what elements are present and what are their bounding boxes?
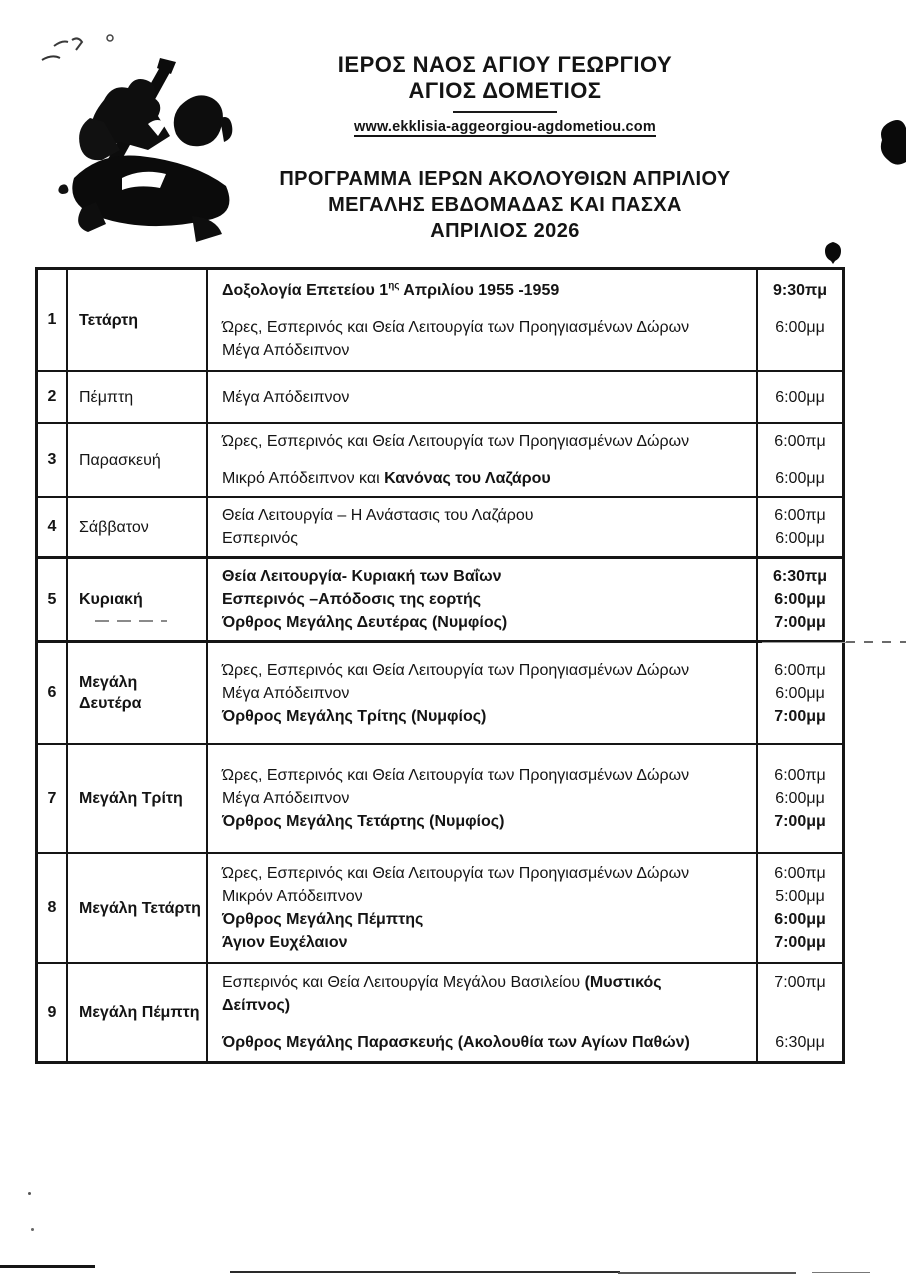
service-line: Άγιον Ευχέλαιον	[222, 934, 348, 951]
row-number-cell	[38, 424, 68, 496]
service-time: 6:00μμ	[775, 470, 825, 487]
church-name-line1: ΙΕΡΟΣ ΝΑΟΣ ΑΓΙΟΥ ΓΕΩΡΓΙΟΥ	[337, 52, 673, 77]
row-services-cell	[208, 424, 758, 496]
service-line: Όρθρος Μεγάλης Πέμπτης	[222, 911, 424, 928]
row-day-cell	[68, 372, 208, 422]
row-day: Τετάρτη	[79, 311, 139, 329]
service-time: 6:30μμ	[775, 1034, 825, 1051]
row-day: Μεγάλη Τετάρτη	[79, 899, 201, 917]
row-times-cell	[758, 498, 842, 556]
row-number-cell	[38, 745, 68, 852]
service-line: Εσπερινός	[222, 530, 298, 547]
service-time: 6:00μμ	[775, 318, 825, 336]
program-title	[120, 166, 890, 244]
table-row	[38, 962, 842, 1061]
row-number: 1	[47, 311, 57, 328]
row-services-cell	[208, 559, 758, 640]
row-services-cell	[208, 964, 758, 1061]
scan-speck	[31, 1228, 34, 1231]
row-times-cell	[758, 372, 842, 422]
row-day: Μεγάλη Πέμπτη	[79, 1004, 200, 1021]
row-day-cell	[68, 854, 208, 962]
row-day: Κυριακή	[79, 591, 143, 608]
table-row	[38, 743, 842, 852]
service-line: Μικρό Απόδειπνον και Κανόνας του Λαζάρου	[222, 470, 551, 487]
row-day: Μεγάλη Δευτέρα	[79, 674, 142, 712]
table-row	[38, 852, 842, 962]
row-number-cell	[38, 498, 68, 556]
row-number: 8	[47, 899, 57, 916]
service-time: 6:00μμ	[775, 684, 825, 702]
service-line: Ώρες, Εσπερινός και Θεία Λειτουργία των Προηγιασμένων Δώρων	[222, 661, 690, 679]
row-number: 2	[47, 388, 57, 405]
scan-bottom-line-segment	[812, 1272, 870, 1273]
service-time-spacer	[762, 994, 838, 1017]
row-day-cell	[68, 559, 208, 640]
service-line: Ώρες, Εσπερινός και Θεία Λειτουργία των Προηγιασμένων Δώρων	[222, 318, 690, 336]
page-header	[230, 52, 780, 137]
service-line: Όρθρος Μεγάλης Τρίτης (Νυμφίος)	[222, 707, 487, 725]
row-times-cell	[758, 964, 842, 1061]
row-day: Σάββατον	[79, 518, 149, 536]
service-line: Όρθρος Μεγάλης Δευτέρας (Νυμφίος)	[222, 614, 508, 631]
row-number: 7	[47, 789, 57, 807]
service-line: Μέγα Απόδειπνον	[222, 790, 350, 807]
service-line: Δοξολογία Επετείου $1^{\eta\varsigma}$ Απριλίου 1955 -1959	[222, 280, 560, 299]
service-time: 7:00μμ	[774, 934, 826, 951]
service-line: Θεία Λειτουργία- Κυριακή των Βαΐων	[222, 568, 502, 585]
row-times-cell	[758, 854, 842, 962]
service-time: 6:00πμ	[774, 507, 826, 524]
service-time: 9:30πμ	[772, 281, 828, 299]
scan-ink-blob-right-edge	[876, 118, 906, 170]
header-divider	[453, 111, 557, 113]
service-time: 5:00μμ	[775, 888, 825, 905]
scan-bottom-line-segment	[0, 1265, 95, 1268]
table-row	[38, 496, 842, 556]
service-line: Ώρες, Εσπερινός και Θεία Λειτουργία των Προηγιασμένων Δώρων	[222, 865, 690, 882]
row-number: 3	[47, 451, 57, 468]
service-time: 7:00μμ	[774, 707, 826, 725]
service-time: 6:00μμ	[774, 911, 826, 928]
table-row	[38, 370, 842, 422]
service-line: Ώρες, Εσπερινός και Θεία Λειτουργία των Προηγιασμένων Δώρων	[222, 767, 690, 784]
service-line: Δείπνος)	[222, 997, 291, 1014]
service-line-spacer	[222, 302, 750, 316]
service-time: 7:00μμ	[774, 813, 826, 830]
row-number: 4	[47, 518, 57, 535]
row-number-cell	[38, 270, 68, 370]
table-row	[38, 422, 842, 496]
row-number-cell	[38, 854, 68, 962]
service-time: 6:00μμ	[775, 388, 825, 406]
row-day-cell	[68, 745, 208, 852]
row-day-cell	[68, 424, 208, 496]
schedule-table	[35, 267, 845, 1064]
table-row	[38, 270, 842, 370]
service-line: Ώρες, Εσπερινός και Θεία Λειτουργία των Προηγιασμένων Δώρων	[222, 433, 690, 450]
row-day-cell	[68, 270, 208, 370]
row-services-cell	[208, 745, 758, 852]
row-day-cell	[68, 498, 208, 556]
row-times-cell	[758, 643, 842, 743]
row-services-cell	[208, 372, 758, 422]
service-line: Εσπερινός και Θεία Λειτουργία Μεγάλου Βασιλείου (Μυστικός	[222, 974, 662, 991]
service-time: 6:00μμ	[774, 591, 826, 608]
row-number: 9	[47, 1003, 57, 1021]
scan-speck	[28, 1192, 31, 1195]
service-time: 6:00πμ	[774, 661, 826, 679]
service-time-spacer	[762, 302, 838, 316]
row-times-cell	[758, 559, 842, 640]
service-time: 6:00πμ	[774, 433, 826, 450]
row-number-cell	[38, 559, 68, 640]
service-line-spacer	[222, 1017, 750, 1031]
service-time: 6:30πμ	[772, 568, 828, 585]
row-services-cell	[208, 270, 758, 370]
row-day: Μεγάλη Τρίτη	[79, 790, 183, 807]
row-times-cell	[758, 424, 842, 496]
service-line: Μικρόν Απόδειπνον	[222, 888, 363, 905]
church-name-line2: ΑΓΙΟΣ ΔΟΜΕΤΙΟΣ	[408, 78, 602, 103]
service-time: 7:00πμ	[774, 974, 826, 991]
service-line: Μέγα Απόδειπνον	[222, 341, 350, 359]
schedule-table-body	[38, 270, 842, 1061]
row-number-cell	[38, 643, 68, 743]
service-line: Όρθρος Μεγάλης Παρασκευής (Ακολουθία των Αγίων Παθών)	[222, 1034, 690, 1051]
service-line: Θεία Λειτουργία – Η Ανάστασις του Λαζάρου	[222, 507, 534, 524]
service-line: Μέγα Απόδειπνον	[222, 388, 350, 406]
row-number: 5	[47, 590, 57, 608]
scan-dash-artifact	[846, 641, 906, 643]
service-time-spacer	[762, 453, 838, 467]
row-times-cell	[758, 270, 842, 370]
row-number-cell	[38, 964, 68, 1061]
program-title-line3: ΑΠΡΙΛΙΟΣ 2026	[430, 220, 580, 242]
service-line: Όρθρος Μεγάλης Τετάρτης (Νυμφίος)	[222, 813, 505, 830]
row-day-cell	[68, 643, 208, 743]
row-services-cell	[208, 643, 758, 743]
row-number-cell	[38, 372, 68, 422]
scan-bottom-line-segment	[230, 1271, 620, 1273]
program-title-line1: ΠΡΟΓΡΑΜΜΑ ΙΕΡΩΝ ΑΚΟΛΟΥΘΙΩΝ ΑΠΡΙΛΙΟΥ	[279, 168, 731, 190]
service-line: Μέγα Απόδειπνον	[222, 684, 350, 702]
row-times-cell	[758, 745, 842, 852]
program-title-line2: ΜΕΓΑΛΗΣ ΕΒΔΟΜΑΔΑΣ ΚΑΙ ΠΑΣΧΑ	[328, 194, 682, 216]
service-time-spacer	[762, 339, 838, 362]
row-services-cell	[208, 854, 758, 962]
row-services-cell	[208, 498, 758, 556]
service-time: 6:00πμ	[774, 767, 826, 784]
service-time: 6:00μμ	[775, 790, 825, 807]
service-time: 6:00μμ	[775, 530, 825, 547]
service-time: 7:00μμ	[774, 614, 826, 631]
service-line-spacer	[222, 453, 750, 467]
row-day-cell	[68, 964, 208, 1061]
scan-drop-mark	[824, 242, 842, 264]
service-line: Εσπερινός –Απόδοσις της εορτής	[222, 591, 482, 608]
website-link[interactable]: www.ekklisia-aggeorgiou-agdometiou.com	[354, 119, 656, 135]
scan-bottom-line-segment	[618, 1272, 796, 1274]
service-time-spacer	[762, 1017, 838, 1031]
service-time: 6:00πμ	[774, 865, 826, 882]
row-day: Παρασκευή	[79, 451, 161, 469]
table-row	[38, 556, 842, 640]
row-number: 6	[47, 684, 57, 701]
table-row	[38, 640, 842, 743]
row-day: Πέμπτη	[79, 388, 134, 406]
